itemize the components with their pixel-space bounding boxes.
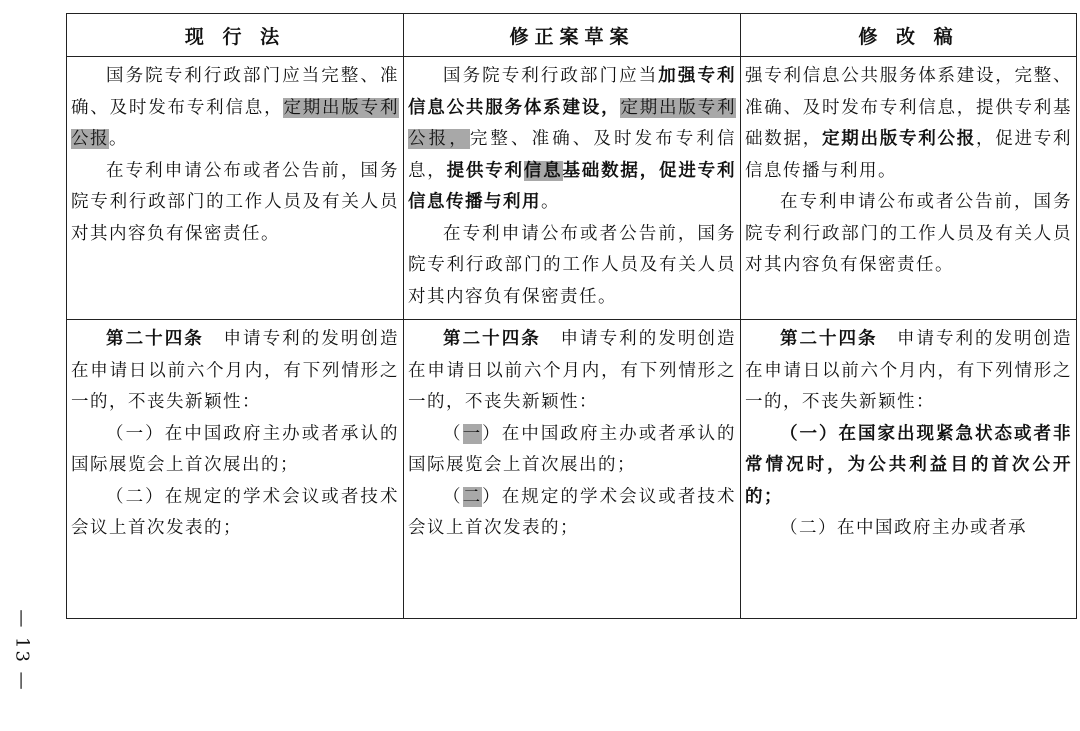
cell-current-law: [67, 57, 404, 320]
bold-text: 基础数据，促进专利信息传播与利用: [408, 160, 736, 212]
article-number: 第二十四条: [106, 329, 204, 349]
paragraph: （二）在规定的学术会议或者技术会议上首次发表的；: [71, 486, 399, 538]
article-number: 第二十四条: [443, 329, 541, 349]
text-span: 国务院专利行政部门应当完整、准确、及时发布专利信息，: [71, 66, 399, 118]
highlighted-text: 定期出版专利公报，: [408, 97, 736, 149]
cell-current-law: [67, 320, 404, 619]
article-number: 第二十四条: [780, 329, 878, 349]
header-revised-draft: 修 改 稿: [741, 14, 1077, 57]
paragraph: 在专利申请公布或者公告前，国务院专利行政部门的工作人员及有关人员对其内容负有保密责任。: [71, 160, 399, 244]
text-span: ）在中国政府主办或者承认的国际展览会上首次展出的；: [408, 423, 737, 475]
highlighted-text: 定期出版专利公报: [71, 97, 399, 149]
paragraph: [408, 61, 736, 219]
header-draft-amendment: 修正案草案: [404, 14, 741, 57]
cell-revised-draft: [741, 57, 1077, 320]
paragraph: （一）在中国政府主办或者承认的国际展览会上首次展出的；: [71, 423, 399, 475]
paragraph: 在专利申请公布或者公告前，国务院专利行政部门的工作人员及有关人员对其内容负有保密责任。: [408, 223, 736, 307]
text-span: ）在规定的学术会议或者技术会议上首次发表的；: [408, 486, 737, 538]
comparison-table: [66, 13, 1077, 619]
paragraph: [71, 324, 399, 419]
paragraph: [745, 61, 1072, 187]
text-span: 申请专利的发明创造在申请日以前六个月内，有下列情形之一的，不丧失新颖性：: [71, 329, 400, 412]
paragraph: [71, 61, 399, 156]
bold-text: 定期出版专利公报: [822, 129, 976, 149]
paragraph: [745, 324, 1072, 419]
text-span: ，促进专利信息传播与利用。: [745, 129, 1072, 181]
text-span: 。: [109, 129, 128, 149]
text-span: 强专利信息公共服务体系建设，完整、准确、及时发布专利信息，提供专利基础数据，: [745, 66, 1072, 149]
text-span: 。: [541, 192, 560, 212]
text-span: （: [443, 486, 463, 507]
paragraph: 在专利申请公布或者公告前，国务院专利行政部门的工作人员及有关人员对其内容负有保密责任。: [745, 192, 1072, 275]
header-current-law: 现 行 法: [67, 14, 404, 57]
highlighted-text: 一: [462, 423, 483, 444]
paragraph: （二）在中国政府主办或者承: [780, 518, 1027, 538]
cell-draft-amendment: [404, 320, 741, 619]
bold-text: 提供专利: [446, 160, 524, 181]
text-span: 申请专利的发明创造在申请日以前六个月内，有下列情形之一的，不丧失新颖性：: [408, 329, 737, 412]
header-row: [67, 14, 1077, 57]
cell-draft-amendment: [404, 57, 741, 320]
paragraph: [408, 419, 736, 482]
paragraph: （一）在国家出现紧急状态或者非常情况时，为公共利益目的首次公开的；: [745, 423, 1072, 507]
paragraph: [408, 324, 736, 419]
text-span: 国务院专利行政部门应当: [443, 66, 659, 86]
text-span: 申请专利的发明创造在申请日以前六个月内，有下列情形之一的，不丧失新颖性：: [745, 329, 1072, 412]
table-row: [67, 57, 1077, 320]
highlighted-bold-text: 信息: [523, 160, 563, 181]
cell-revised-draft: [741, 320, 1077, 619]
text-span: （: [443, 423, 463, 444]
text-span: 完整、准确、及时发布专利信息，: [408, 129, 737, 181]
bold-text: 加强专利信息公共服务体系建设，: [408, 66, 737, 118]
page-number: — 13 —: [11, 608, 33, 692]
table-row: [67, 320, 1077, 619]
paragraph: [408, 482, 736, 545]
highlighted-text: 二: [462, 486, 483, 507]
